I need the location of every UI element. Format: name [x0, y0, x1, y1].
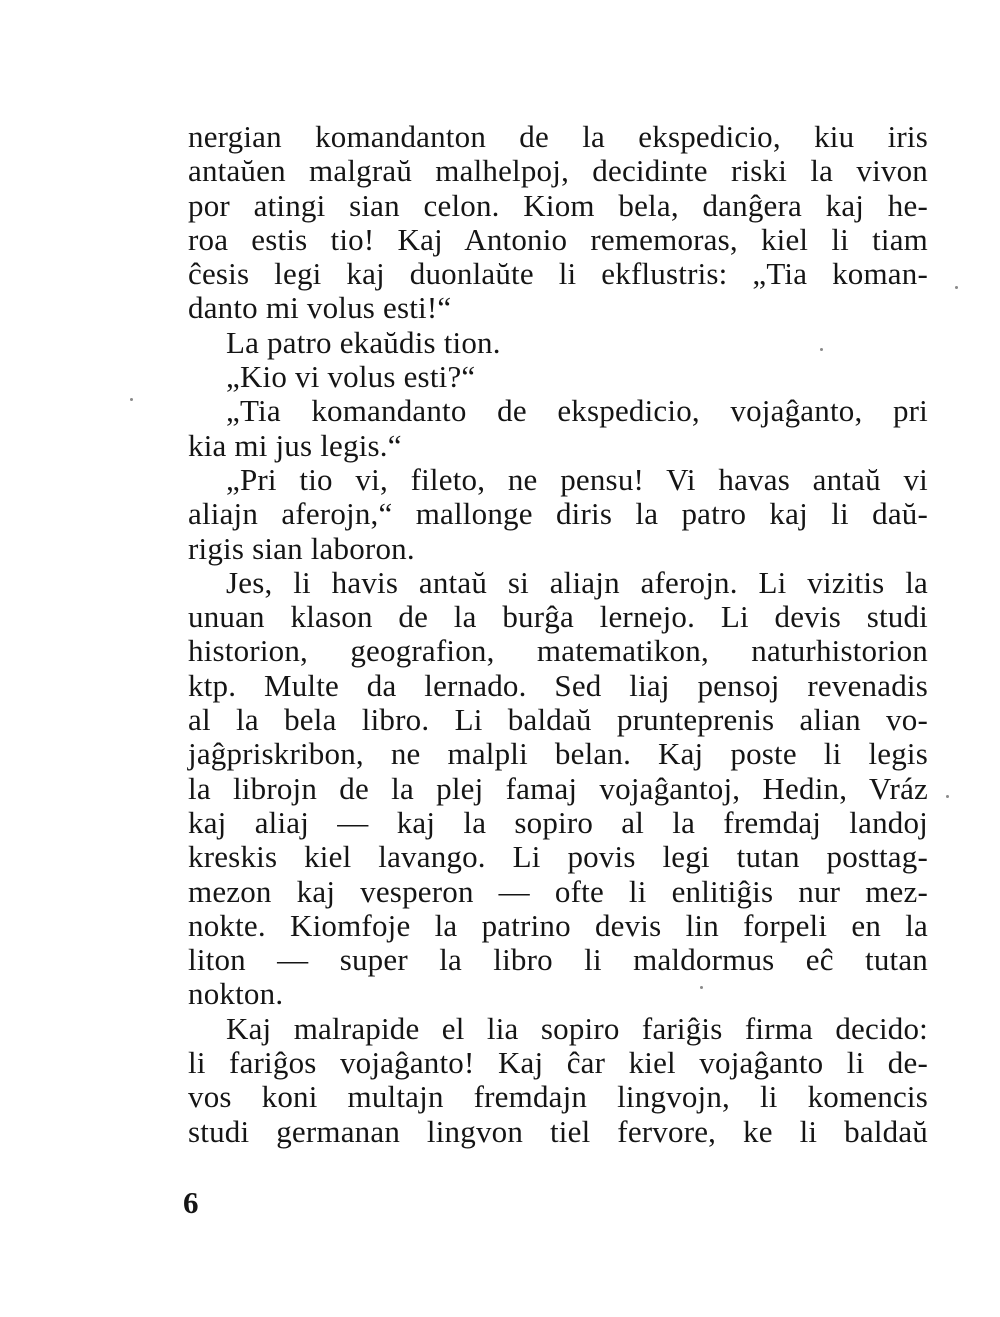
text-line: ĉesis legi kaj duonlaŭte li ekflustris: „Tia koman-: [188, 256, 928, 292]
text-line: La patro ekaŭdis tion.: [226, 324, 501, 360]
page-number: 6: [183, 1185, 199, 1220]
text-line: Jes, li havis antaŭ si aliajn aferojn. Li vizitis la: [226, 564, 928, 600]
text-line: studi germanan lingvon tiel fervore, ke li baldaŭ: [188, 1113, 928, 1149]
text-line: danto mi volus esti!“: [188, 290, 452, 326]
text-line: ktp. Multe da lernado. Sed liaj pensoj revenadis: [188, 667, 928, 703]
text-line: nergian komandanton de la ekspedicio, kiu iris: [188, 119, 928, 154]
text-line: historion, geografion, matematikon, naturhistorion: [188, 633, 928, 669]
text-line: kreskis kiel lavango. Li povis legi tutan posttag-: [188, 839, 928, 875]
text-line: rigis sian laboron.: [188, 530, 415, 566]
text-line: kaj aliaj — kaj la sopiro al la fremdaj landoj: [188, 804, 928, 840]
text-line: antaŭen malgraŭ malhelpoj, decidinte riski la vivon: [188, 153, 928, 189]
text-line: liton — super la libro li maldormus eĉ tutan: [188, 942, 928, 978]
scan-speck: [130, 398, 133, 401]
text-line: „Kio vi volus esti?“: [226, 359, 476, 395]
scan-speck: [700, 986, 703, 989]
text-line: roa estis tio! Kaj Antonio rememoras, kiel li tiam: [188, 221, 928, 257]
text-line: kia mi jus legis.“: [188, 427, 402, 463]
text-line: li fariĝos vojaĝanto! Kaj ĉar kiel vojaĝanto li de-: [188, 1045, 928, 1081]
text-line: la librojn de la plej famaj vojaĝantoj, Hedin, Vráz: [188, 770, 928, 806]
text-line: vos koni multajn fremdajn lingvojn, li komencis: [188, 1079, 928, 1115]
text-line: „Tia komandanto de ekspedicio, vojaĝanto, pri: [226, 393, 928, 429]
text-line: por atingi sian celon. Kiom bela, danĝera kaj he-: [188, 187, 928, 223]
scan-speck: [946, 795, 949, 798]
text-line: nokton.: [188, 976, 284, 1012]
text-line: al la bela libro. Li baldaŭ prunteprenis alian vo-: [188, 702, 928, 738]
text-line: nokte. Kiomfoje la patrino devis lin forpeli en la: [188, 907, 928, 943]
text-line: mezon kaj vesperon — ofte li enlitiĝis nur mez-: [188, 873, 928, 909]
text-line: aliajn aferojn,“ mallonge diris la patro kaj li daŭ-: [188, 496, 928, 532]
text-line: „Pri tio vi, fileto, ne pensu! Vi havas antaŭ vi: [226, 461, 928, 497]
text-line: jaĝpriskribon, ne malpli belan. Kaj poste li legis: [188, 736, 928, 772]
scan-speck: [820, 348, 823, 351]
text-line: unuan klason de la burĝa lernejo. Li devis studi: [188, 599, 928, 635]
scan-speck: [955, 286, 958, 289]
body-text: [188, 120, 928, 1149]
text-line: Kaj malrapide el lia sopiro fariĝis firma decido:: [226, 1010, 928, 1046]
